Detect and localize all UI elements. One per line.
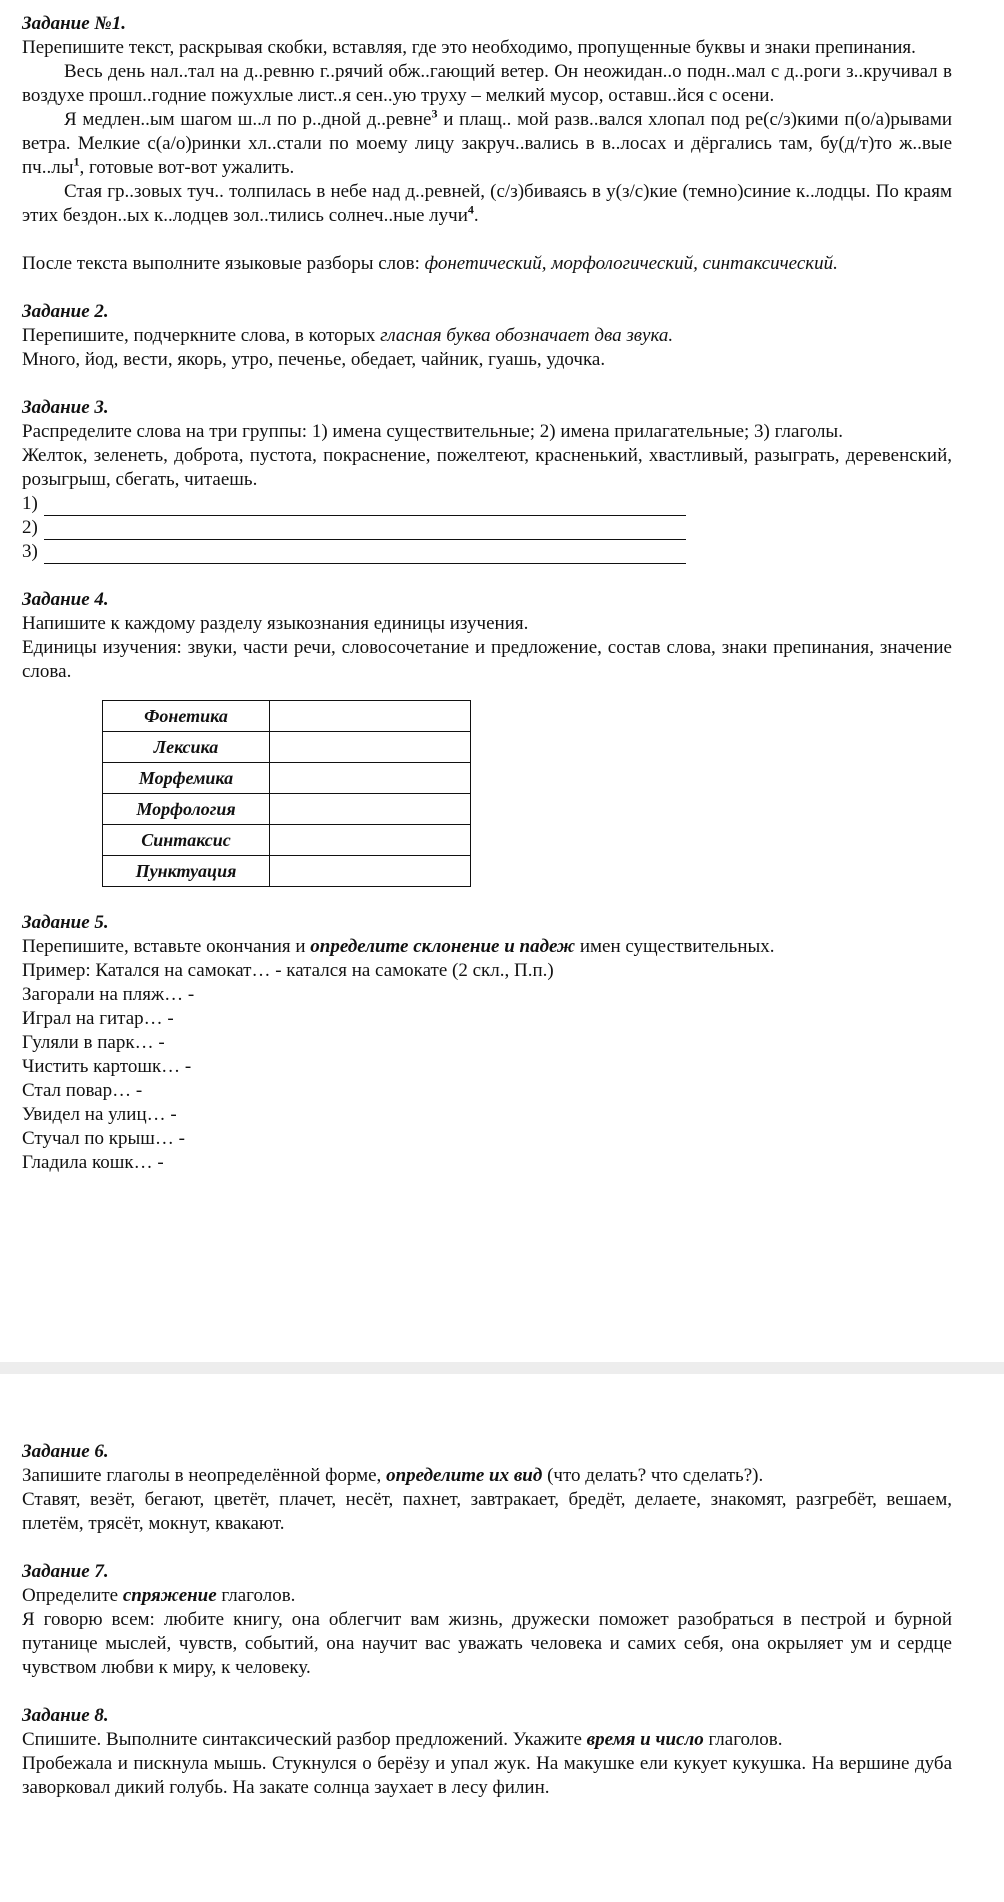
table-row	[103, 825, 471, 856]
task8-text: Пробежала и пискнула мышь. Стукнулся о берёзу и упал жук. На макушке ели кукует кукушка. На вершине дуба заворковал дикий голубь. На закате солнца заухает в лесу филин.	[22, 1753, 952, 1798]
answer-line-1[interactable]: 1)	[22, 492, 952, 516]
task5-example: Пример: Катался на самокат… - катался на самокате (2 скл., П.п.)	[22, 960, 554, 981]
task1-title: Задание №1.	[22, 13, 127, 34]
task1-paragraph-2	[22, 108, 952, 180]
task1-paragraph-1: Весь день нал..тал на д..ревню г..рячий обж..гающий ветер. Он неожидан..о подн..мал с д..роги з..кручивал в воздухе прошл..годние пожухлые лист..я сен..ую труху – мелкий мусор, оставш..йся с осени.	[22, 61, 952, 106]
task1-para2-part-b: и плащ.. мой разв..вался хлопал под ре(с/з)кими п(о/а)рывами ветра. Мелкие с(а/о)ринки хл..стали по моему лицу закруч..вались в в..лосах и дёргались там, бу(д/т)то ж..вые пч..лы	[22, 109, 953, 178]
linguistics-table	[102, 700, 471, 887]
task3-title: Задание 3.	[22, 397, 109, 418]
task3-instruction: Распределите слова на три группы: 1) имена существительные; 2) имена прилагательные; 3) глаголы.	[22, 421, 843, 442]
task8-instruction: Спишите. Выполните синтаксический разбор предложений. Укажите время и число глаголов.	[22, 1729, 783, 1750]
task7-text: Я говорю всем: любите книгу, она облегчит вам жизнь, дружески поможет разобраться в пестрой и бурной путанице мыслей, чувств, событий, она научит вас уважать человека и самих себя, она окрыляет ум и сердце чувством любви к миру, к человеку.	[22, 1609, 952, 1678]
task1-para2-part-c: , готовые вот-вот ужалить.	[79, 157, 295, 178]
task3-words: Желток, зеленеть, доброта, пустота, покраснение, пожелтеют, красненький, хвастливый, разыграть, деревенский, розыгрыш, сбегать, читаешь.	[22, 445, 952, 490]
table-cell-label: Морфемика	[103, 763, 270, 794]
table-row	[103, 763, 471, 794]
table-cell-label: Лексика	[103, 732, 270, 763]
task5-title: Задание 5.	[22, 912, 109, 933]
task1-after-text: После текста выполните языковые разборы слов: фонетический, морфологический, синтаксический.	[22, 253, 838, 274]
table-cell-label: Морфология	[103, 794, 270, 825]
table-cell-answer[interactable]	[270, 856, 471, 887]
footnote-mark: 3	[431, 106, 438, 121]
table-cell-label: Пунктуация	[103, 856, 270, 887]
task4-instruction: Напишите к каждому разделу языкознания единицы изучения.	[22, 613, 529, 634]
task1-para3-part-b: .	[473, 205, 479, 226]
task1-para3-part-a: Стая гр..зовых туч.. толпилась в небе над д..ревней, (с/з)биваясь в у(з/с)кие (темно)синие к..лодцы. По краям этих бездон..ых к..лодцев зол..тились солнеч..ные лучи	[22, 181, 952, 226]
task1-paragraph-3	[22, 180, 952, 228]
page-separator	[0, 1362, 1004, 1374]
list-item: Увидел на улиц… -	[22, 1104, 177, 1125]
table-cell-answer[interactable]	[270, 701, 471, 732]
task1-instruction: Перепишите текст, раскрывая скобки, вставляя, где это необходимо, пропущенные буквы и знаки препинания.	[22, 37, 916, 58]
task2-title: Задание 2.	[22, 301, 109, 322]
table-cell-label: Синтаксис	[103, 825, 270, 856]
task2-instruction: Перепишите, подчеркните слова, в которых гласная буква обозначает два звука.	[22, 325, 674, 346]
list-item: Стучал по крыш… -	[22, 1128, 185, 1149]
table-cell-answer[interactable]	[270, 763, 471, 794]
task7-title: Задание 7.	[22, 1561, 109, 1582]
footnote-mark: 1	[73, 154, 80, 169]
page-section-2	[22, 1440, 952, 1800]
task6-words: Ставят, везёт, бегают, цветёт, плачет, несёт, пахнет, завтракает, бредёт, делаете, знакомят, разгребёт, вешаем, плетём, трясёт, мокнут, квакают.	[22, 1489, 952, 1534]
footnote-mark: 4	[467, 202, 474, 217]
table-cell-answer[interactable]	[270, 794, 471, 825]
list-item: Загорали на пляж… -	[22, 984, 195, 1005]
list-item: Стал повар… -	[22, 1080, 143, 1101]
task6-title: Задание 6.	[22, 1441, 109, 1462]
task6-instruction: Запишите глаголы в неопределённой форме, определите их вид (что делать? что сделать?).	[22, 1465, 764, 1486]
task5-instruction: Перепишите, вставьте окончания и определите склонение и падеж имен существительных.	[22, 936, 775, 957]
task4-title: Задание 4.	[22, 589, 109, 610]
task2-words: Много, йод, вести, якорь, утро, печенье, обедает, чайник, гуашь, удочка.	[22, 349, 606, 370]
task7-instruction: Определите спряжение глаголов.	[22, 1585, 296, 1606]
table-cell-answer[interactable]	[270, 825, 471, 856]
table-row	[103, 856, 471, 887]
table-row	[103, 794, 471, 825]
answer-line-2[interactable]: 2)	[22, 516, 952, 540]
table-row	[103, 701, 471, 732]
list-item: Чистить картошк… -	[22, 1056, 192, 1077]
task8-title: Задание 8.	[22, 1705, 109, 1726]
list-item: Гладила кошк… -	[22, 1152, 164, 1173]
task4-units: Единицы изучения: звуки, части речи, словосочетание и предложение, состав слова, знаки препинания, значение слова.	[22, 637, 952, 682]
list-item: Играл на гитар… -	[22, 1008, 174, 1029]
table-cell-label: Фонетика	[103, 701, 270, 732]
task1-para2-part-a: Я медлен..ым шагом ш..л по р..дной д..ревне	[64, 109, 432, 130]
answer-line-3[interactable]: 3)	[22, 540, 952, 564]
table-cell-answer[interactable]	[270, 732, 471, 763]
table-row	[103, 732, 471, 763]
page-section-1	[22, 12, 952, 1175]
list-item: Гуляли в парк… -	[22, 1032, 165, 1053]
